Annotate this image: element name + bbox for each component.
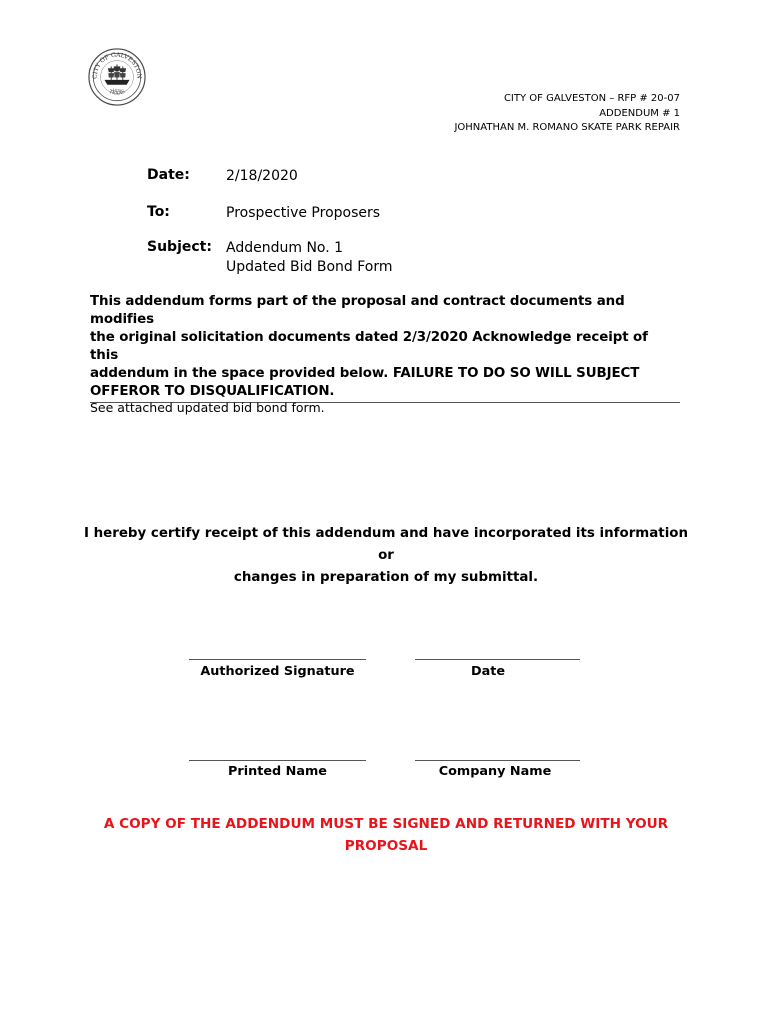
company-name-line[interactable] (415, 760, 580, 761)
header-project-line: JOHNATHAN M. ROMANO SKATE PARK REPAIR (454, 122, 680, 133)
authorized-signature-line[interactable] (189, 659, 366, 660)
return-warning-line-2: PROPOSAL (344, 838, 428, 854)
svg-text:TEXAS: TEXAS (108, 89, 126, 97)
header-addendum-line: ADDENDUM # 1 (599, 107, 680, 119)
printed-name-line[interactable] (189, 760, 366, 761)
certification-line-1: I hereby certify receipt of this addendum and have incorporated its information or (83, 526, 689, 563)
company-name-label: Company Name (438, 764, 552, 779)
date-value: 2/18/2020 (226, 168, 298, 184)
city-seal-logo (88, 48, 146, 106)
subject-line-2: Updated Bid Bond Form (226, 259, 393, 275)
to-value: Prospective Proposers (226, 205, 381, 221)
attachment-note: See attached updated bid bond form. (90, 400, 325, 415)
notice-line-1: This addendum forms part of the proposal and contract documents and modifies (90, 294, 625, 327)
date-signature-line[interactable] (415, 659, 580, 660)
notice-line-3: addendum in the space provided below. FAILURE TO DO SO WILL SUBJECT (90, 366, 640, 381)
svg-text:1839: 1839 (112, 88, 122, 93)
notice-line-4: OFFEROR TO DISQUALIFICATION. (90, 384, 335, 399)
addendum-notice (90, 293, 680, 403)
subject-line-1: Addendum No. 1 (226, 240, 344, 256)
date-label: Date: (147, 167, 190, 183)
notice-line-2: the original solicitation documents dated 2/3/2020 Acknowledge receipt of this (90, 330, 648, 363)
authorized-signature-label: Authorized Signature (200, 664, 355, 679)
certification-line-2: changes in preparation of my submittal. (233, 570, 539, 585)
to-label: To: (147, 204, 170, 220)
date-field-label: Date (470, 664, 506, 679)
header-rfp-line: CITY OF GALVESTON – RFP # 20-07 (503, 93, 680, 104)
printed-name-label: Printed Name (228, 764, 327, 779)
subject-label: Subject: (147, 239, 212, 255)
subject-value (226, 239, 393, 277)
return-warning-line-1: A COPY OF THE ADDENDUM MUST BE SIGNED AND RETURNED WITH YOUR (103, 816, 669, 832)
svg-text:CITY OF GALVESTON: CITY OF GALVESTON (91, 51, 143, 79)
return-warning (80, 813, 692, 857)
certification-statement (80, 523, 692, 589)
document-header (454, 92, 680, 136)
